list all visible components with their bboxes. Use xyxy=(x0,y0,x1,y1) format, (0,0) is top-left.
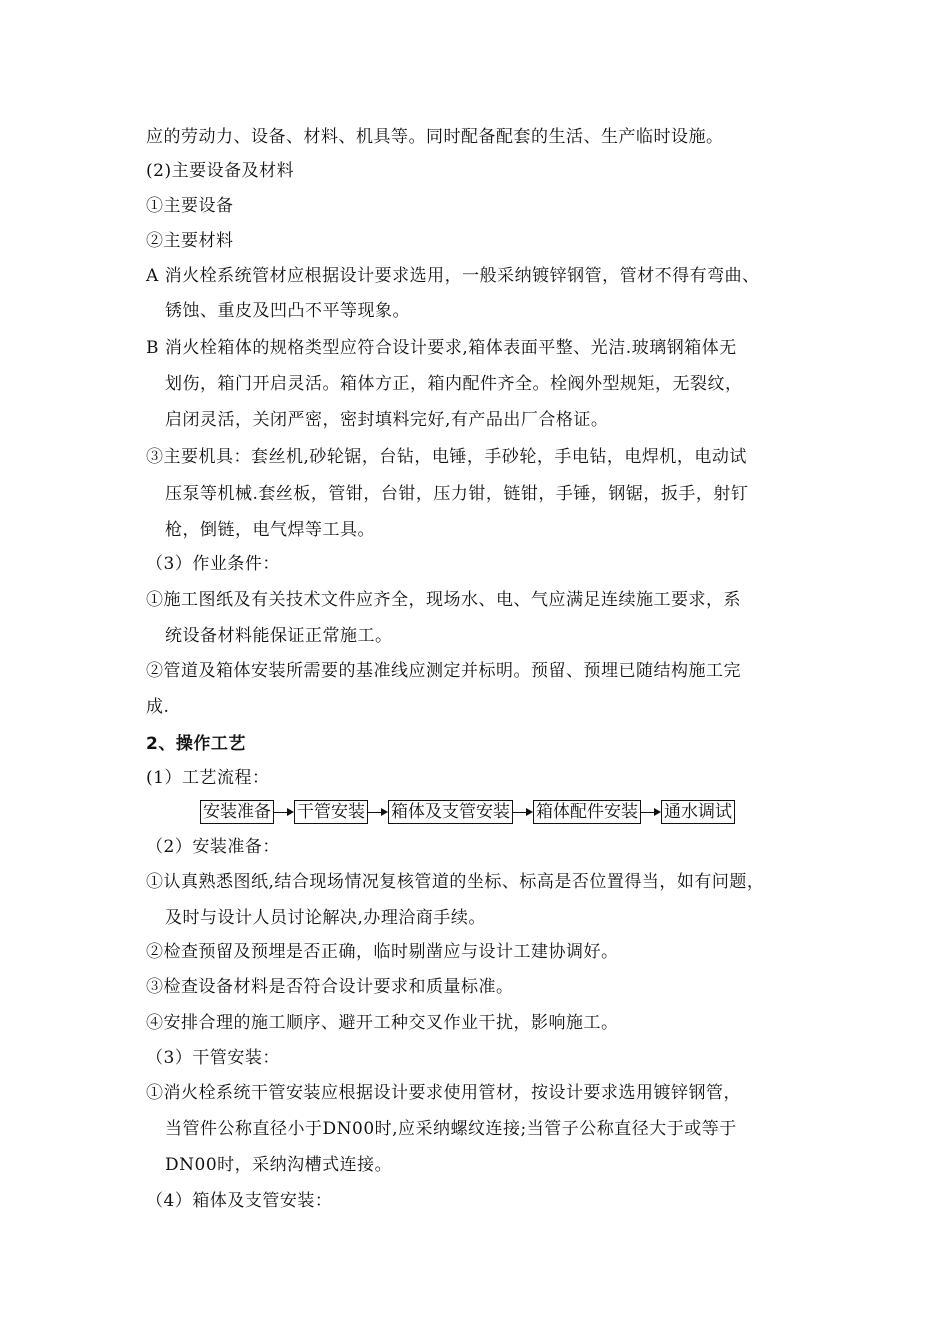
text-line: 划伤，箱门开启灵活。箱体方正，箱内配件齐全。栓阀外型规矩，无裂纹， xyxy=(165,374,743,394)
text-line: ③检查设备材料是否符合设计要求和质量标准。 xyxy=(146,977,514,997)
text-line: ①施工图纸及有关技术文件应齐全，现场水、电、气应满足连续施工要求，系 xyxy=(146,590,741,610)
text-line: A 消火栓系统管材应根据设计要求选用，一般采纳镀锌钢管，管材不得有弯曲、 xyxy=(146,266,760,286)
text-line: 成. xyxy=(146,697,170,717)
flow-step: 箱体及支管安装 xyxy=(388,800,513,824)
text-line: (2)主要设备及材料 xyxy=(146,161,295,181)
text-line: （3）作业条件： xyxy=(146,554,280,574)
text-line: ②检查预留及预埋是否正确，临时剔凿应与设计工建协调好。 xyxy=(146,942,619,962)
text-line: ②管道及箱体安装所需要的基准线应测定并标明。预留、预埋已随结构施工完 xyxy=(146,661,741,681)
text-line: （4）箱体及支管安装： xyxy=(146,1191,333,1211)
flow-step: 箱体配件安装 xyxy=(533,800,641,824)
text-line: ②主要材料 xyxy=(146,231,234,251)
process-flow xyxy=(200,799,735,825)
text-line: 及时与设计人员讨论解决,办理洽商手续。 xyxy=(165,908,486,928)
text-line: B 消火栓箱体的规格类型应符合设计要求,箱体表面平整、光洁.玻璃钢箱体无 xyxy=(146,338,737,358)
text-line: 锈蚀、重皮及凹凸不平等现象。 xyxy=(165,301,410,321)
text-line: ①认真熟悉图纸,结合现场情况复核管道的坐标、标高是否位置得当，如有问题， xyxy=(146,872,765,892)
text-line: 压泵等机械.套丝板，管钳，台钳，压力钳，链钳，手锤，钢锯，扳手，射钉 xyxy=(165,484,749,504)
text-line: (1）工艺流程： xyxy=(146,768,270,788)
flow-step: 通水调试 xyxy=(661,800,735,824)
text-line: （3）干管安装： xyxy=(146,1048,280,1068)
flow-step: 安装准备 xyxy=(200,800,274,824)
text-line: 枪，倒链，电气焊等工具。 xyxy=(165,520,375,540)
text-line: ①消火栓系统干管安装应根据设计要求使用管材，按设计要求选用镀锌钢管， xyxy=(146,1083,741,1103)
text-line: 启闭灵活，关闭严密，密封填料完好,有产品出厂合格证。 xyxy=(165,410,609,430)
text-line: （2）安装准备： xyxy=(146,837,280,857)
text-line: ④安排合理的施工顺序、避开工种交叉作业干扰，影响施工。 xyxy=(146,1013,619,1033)
arrow-icon xyxy=(641,801,661,823)
arrow-icon xyxy=(368,801,388,823)
arrow-icon xyxy=(513,801,533,823)
text-line: 应的劳动力、设备、材料、机具等。同时配备配套的生活、生产临时设施。 xyxy=(146,127,724,147)
section-heading: 2、操作工艺 xyxy=(146,734,246,754)
text-line: 当管件公称直径小于DN00时,应采纳螺纹连接;当管子公称直径大于或等于 xyxy=(165,1119,737,1139)
text-line: DN00时，采纳沟槽式连接。 xyxy=(165,1155,393,1175)
text-line: ③主要机具：套丝机,砂轮锯，台钻，电锤，手砂轮，手电钻，电焊机，电动试 xyxy=(146,447,747,467)
text-line: ①主要设备 xyxy=(146,196,234,216)
flow-step: 干管安装 xyxy=(294,800,368,824)
arrow-icon xyxy=(274,801,294,823)
text-line: 统设备材料能保证正常施工。 xyxy=(165,626,393,646)
